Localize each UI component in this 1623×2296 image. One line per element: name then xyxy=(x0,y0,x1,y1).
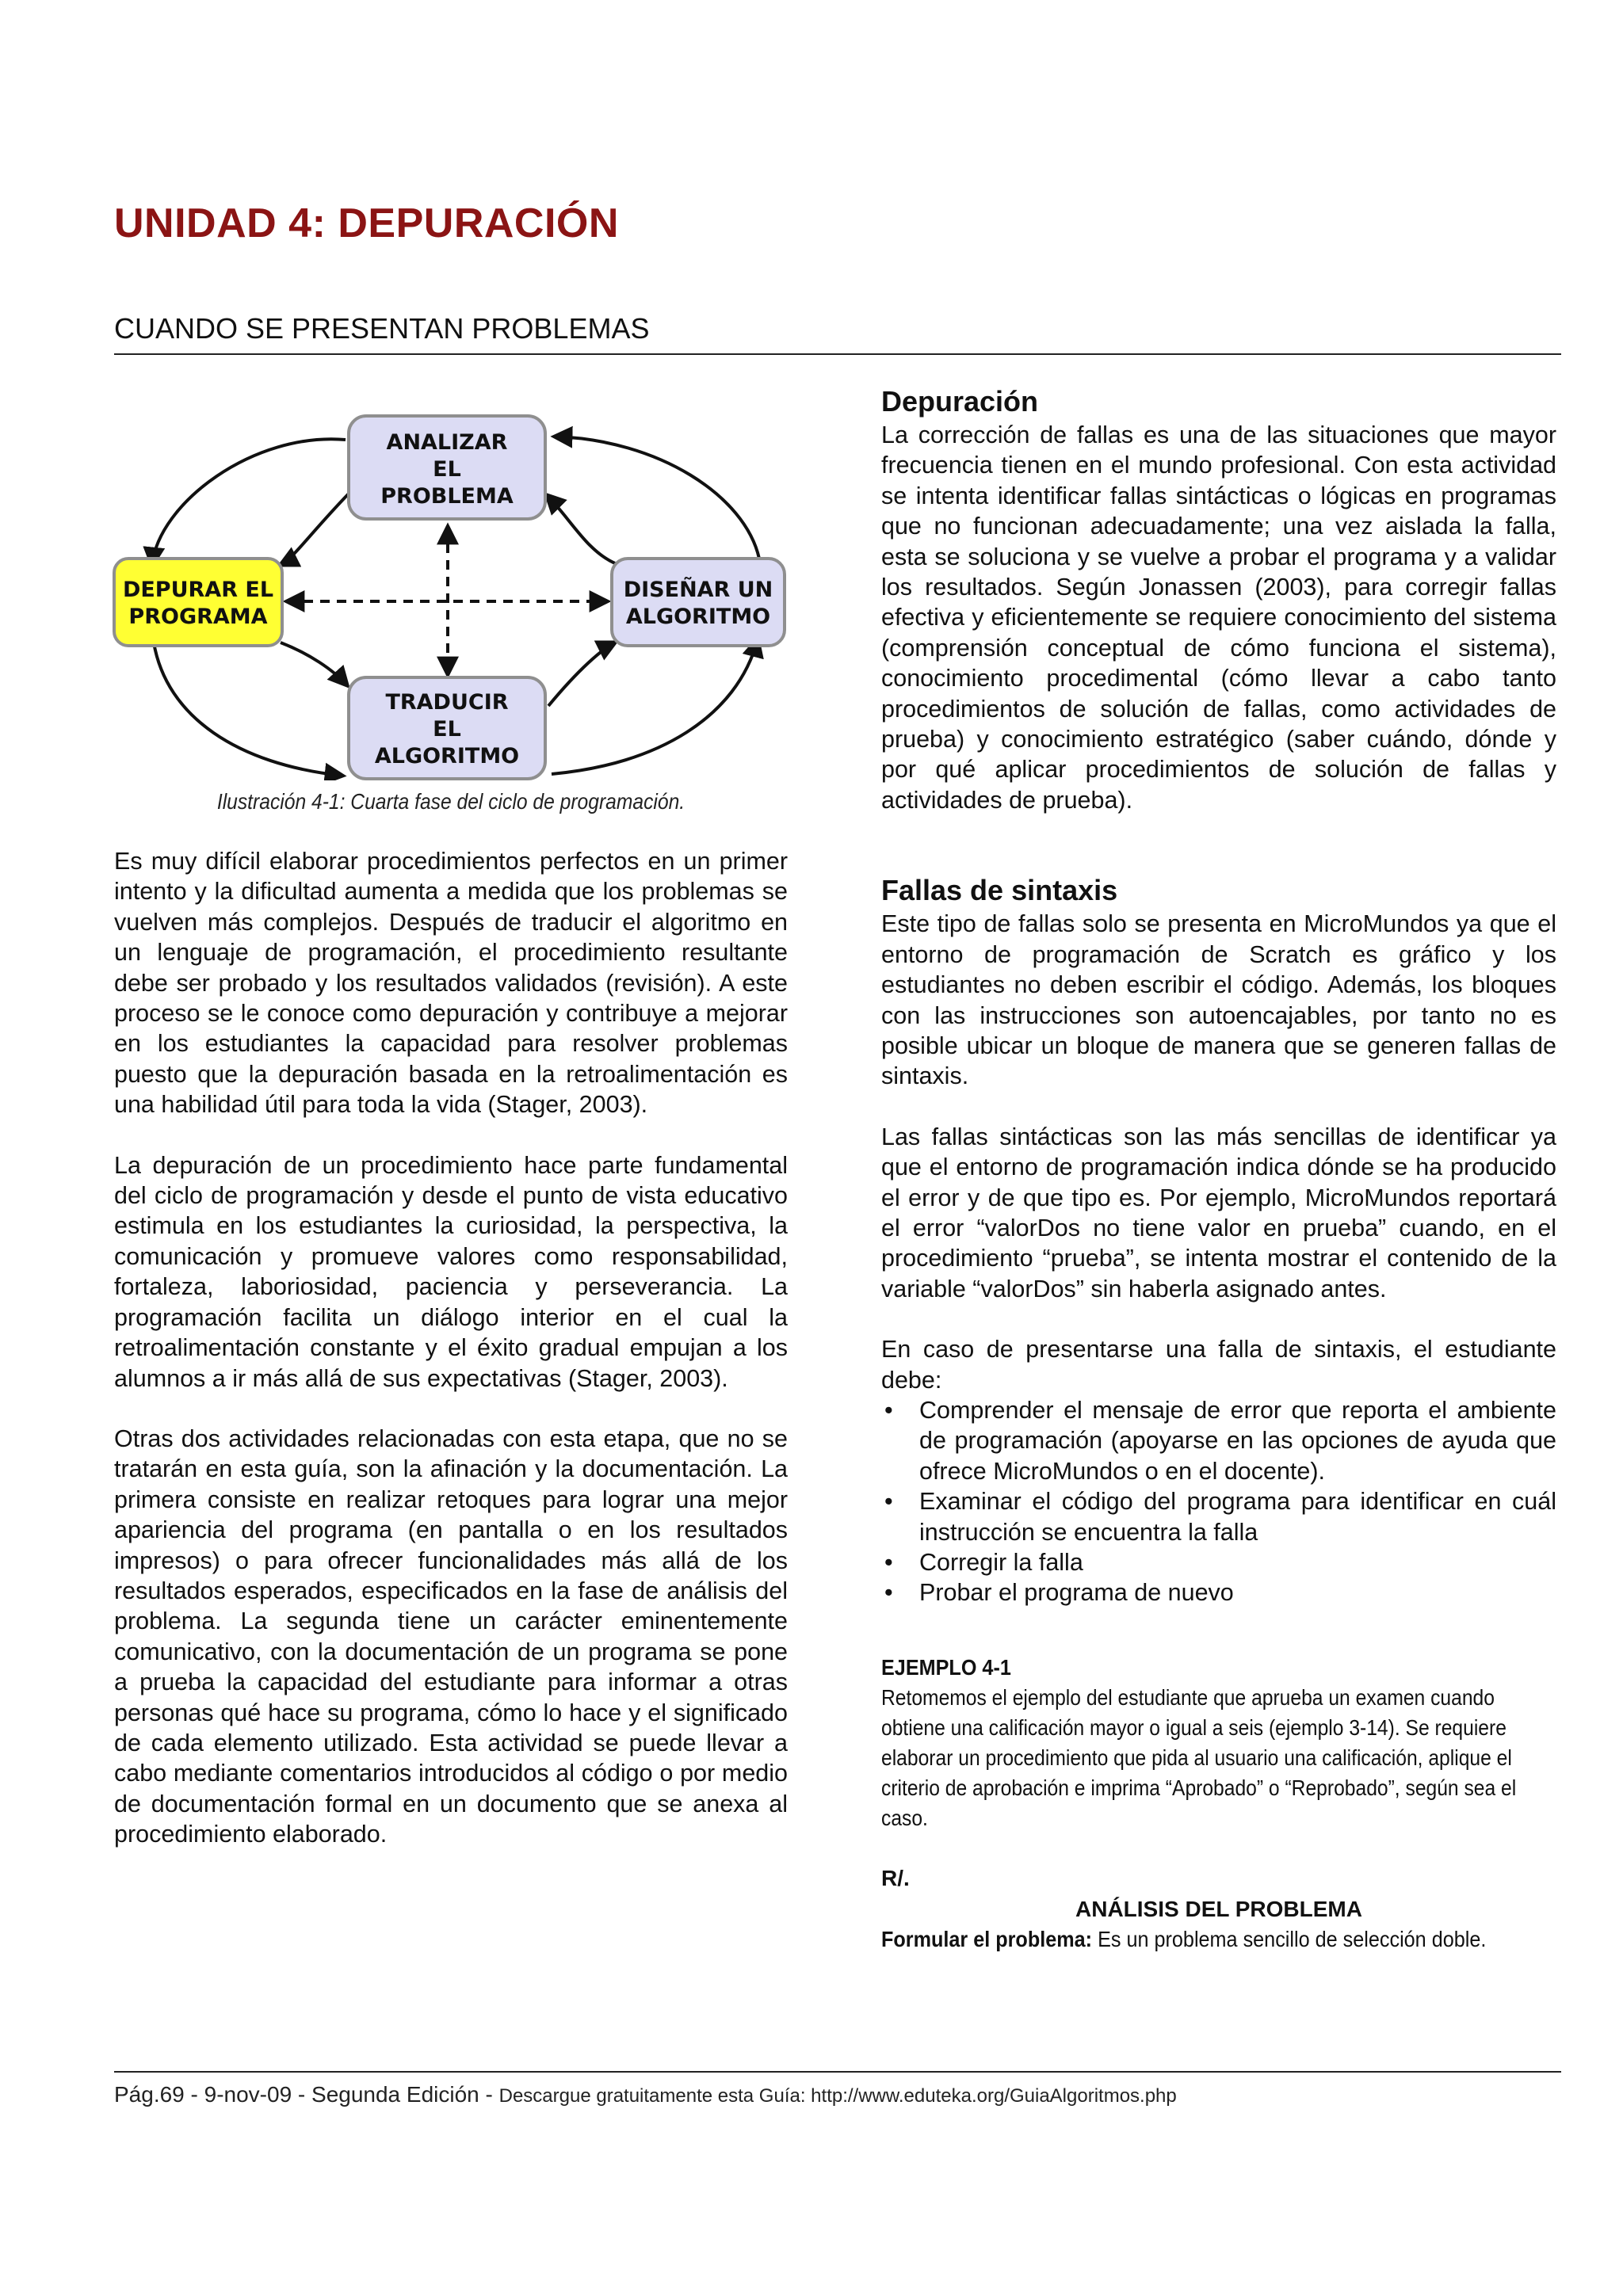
right-column xyxy=(881,383,1556,1955)
section-heading-fallas-sintaxis: Fallas de sintaxis xyxy=(881,874,1118,907)
paragraph: La corrección de fallas es una de las situaciones que mayor frecuencia tienen en el mundo profesional. Con esta actividad se intenta identificar fallas sintácticas o lógicas en programas que no funcionan adecuadamente; una vez aislada la falla, esta se soluciona y se vuelve a probar el programa y a validar los resultados. Según Jonassen (2003), para corregir fallas efectiva y eficientemente se requiere conocimiento del sistema (comprensión conceptual de cómo funciona el sistema), conocimiento procedimental (cómo llevar a cabo tanto procedimientos de solución de fallas, como actividades de prueba) y conocimiento estratégico (saber cuándo, dónde y por qué aplicar procedimientos de solución de fallas y actividades de prueba). xyxy=(881,421,1556,814)
paragraph: Este tipo de fallas solo se presenta en MicroMundos ya que el entorno de programación de Scratch es gráfico y los estudiantes no deben escribir el código. Además, los bloques con las instrucciones son autoencajables, por tanto no es posible ubicar un bloque de manera que se generen fallas de sintaxis. xyxy=(881,910,1556,1090)
node-depurar xyxy=(114,559,282,646)
list-item: • Examinar el código del programa para identificar en cuál instrucción se encuentra la falla xyxy=(881,1486,1556,1547)
node-disenar-line2: ALGORITMO xyxy=(625,605,771,629)
node-depurar-line1: DEPURAR EL xyxy=(122,578,274,602)
cycle-arrow xyxy=(152,439,346,565)
inner-arrow xyxy=(547,495,615,563)
node-depurar-line2: PROGRAMA xyxy=(128,605,268,629)
node-traducir xyxy=(349,677,545,779)
footer-rule xyxy=(114,2071,1561,2073)
formulate-line xyxy=(881,1924,1562,1955)
cycle-arrow xyxy=(552,639,758,774)
list-item: • Probar el programa de nuevo xyxy=(881,1577,1556,1608)
node-disenar-line1: DISEÑAR UN xyxy=(623,578,773,602)
footer-download: Descargue gratuitamente esta Guía: http://www.eduteka.org/GuiaAlgoritmos.php xyxy=(498,2085,1177,2107)
node-analizar-line3: PROBLEMA xyxy=(380,484,514,509)
paragraph: Las fallas sintácticas son las más sencillas de identificar ya que el entorno de programación indica dónde se ha producido el error y de que tipo es. Por ejemplo, MicroMundos reportará el error “valorDos no tiene valor en prueba” cuando, en el procedimiento “prueba”, se intenta mostrar el contenido de la variable “valorDos” sin haberla asignado antes. xyxy=(881,1123,1556,1302)
node-analizar-line2: EL xyxy=(433,457,461,482)
formulate-label: Formular el problema: xyxy=(881,1927,1093,1952)
inner-arrow xyxy=(281,643,347,685)
programming-cycle-diagram xyxy=(111,408,800,780)
analysis-heading: ANÁLISIS DEL PROBLEMA xyxy=(1075,1896,1362,1921)
page-title: UNIDAD 4: DEPURACIÓN xyxy=(114,200,619,246)
list-item: • Corregir la falla xyxy=(881,1547,1556,1577)
section-title: CUANDO SE PRESENTAN PROBLEMAS xyxy=(114,312,650,345)
paragraph: La depuración de un procedimiento hace parte fundamental del ciclo de programación y desde el punto de vista educativo estimula en los estudiantes la curiosidad, la perspectiva, la comunicación y promueve valores como responsabilidad, fortaleza, laboriosidad, paciencia y perseverancia. La programación facilita un diálogo interior en el cual la retroalimentación constante y el éxito gradual empujan a los alumnos a ir más allá de sus expectativas (Stager, 2003). xyxy=(114,1151,788,1392)
answer-label: R/. xyxy=(881,1866,910,1891)
footer-main: Pág.69 - 9-nov-09 - Segunda Edición - xyxy=(114,2082,499,2107)
cycle-arrow xyxy=(154,643,342,776)
list-item: • Comprender el mensaje de error que reporta el ambiente de programación (apoyarse en las opciones de ayuda que ofrece MicroMundos o en el docente). xyxy=(881,1395,1556,1486)
header-rule xyxy=(114,353,1561,355)
example-body: Retomemos el ejemplo del estudiante que aprueba un examen cuando obtiene una calificación mayor o igual a seis (ejemplo 3-14). Se requiere elaborar un procedimiento que pida al usuario una calificación, aplique el criterio de aprobación e imprima “Aprobado” o “Reprobado”, según sea el caso. xyxy=(881,1685,1517,1831)
left-column xyxy=(114,846,788,1850)
inner-arrow xyxy=(548,643,615,706)
example-title: EJEMPLO 4-1 xyxy=(881,1654,1011,1680)
inner-arrow xyxy=(281,494,349,565)
node-disenar xyxy=(612,559,785,646)
node-analizar xyxy=(349,416,545,519)
formulate-text: Es un problema sencillo de selección doble. xyxy=(1092,1927,1487,1952)
node-traducir-line3: ALGORITMO xyxy=(374,744,520,769)
footer xyxy=(114,2082,1177,2107)
paragraph: En caso de presentarse una falla de sintaxis, el estudiante debe: xyxy=(881,1336,1556,1394)
node-traducir-line1: TRADUCIR xyxy=(385,690,509,715)
steps-list xyxy=(881,1395,1556,1608)
node-traducir-line2: EL xyxy=(433,717,461,742)
paragraph: Otras dos actividades relacionadas con esta etapa, que no se tratarán en esta guía, son la afinación y la documentación. La primera consiste en realizar retoques para lograr una mejor apariencia del programa (en pantalla o en los resultados impresos) o para ofrecer funcionalidades más allá de los resultados esperados, especificados en la fase de análisis del problema. La segunda tiene un carácter eminentemente comunicativo, con la documentación de un programa se pone a prueba la capacidad del estudiante para informar a otras personas qué hace su programa, cómo lo hace y el significado de cada elemento utilizado. Esta actividad se puede llevar a cabo mediante comentarios introducidos al código o por medio de documentación formal en un documento que se anexa al procedimiento elaborado. xyxy=(114,1425,788,1848)
paragraph: Es muy difícil elaborar procedimientos perfectos en un primer intento y la dificultad aumenta a medida que los problemas se vuelven más complejos. Después de traducir el algoritmo en un lenguaje de programación, el procedimiento resultante debe ser probado y los resultados validados (revisión). A este proceso se le conoce como depuración y contribuye a mejorar en los estudiantes la capacidad para resolver problemas puesto que la depuración basada en la retroalimentación es una habilidad útil para toda la vida (Stager, 2003). xyxy=(114,848,788,1119)
section-heading-depuracion: Depuración xyxy=(881,385,1039,418)
node-analizar-line1: ANALIZAR xyxy=(386,430,508,455)
figure-caption: Ilustración 4-1: Cuarta fase del ciclo de programación. xyxy=(216,789,685,814)
